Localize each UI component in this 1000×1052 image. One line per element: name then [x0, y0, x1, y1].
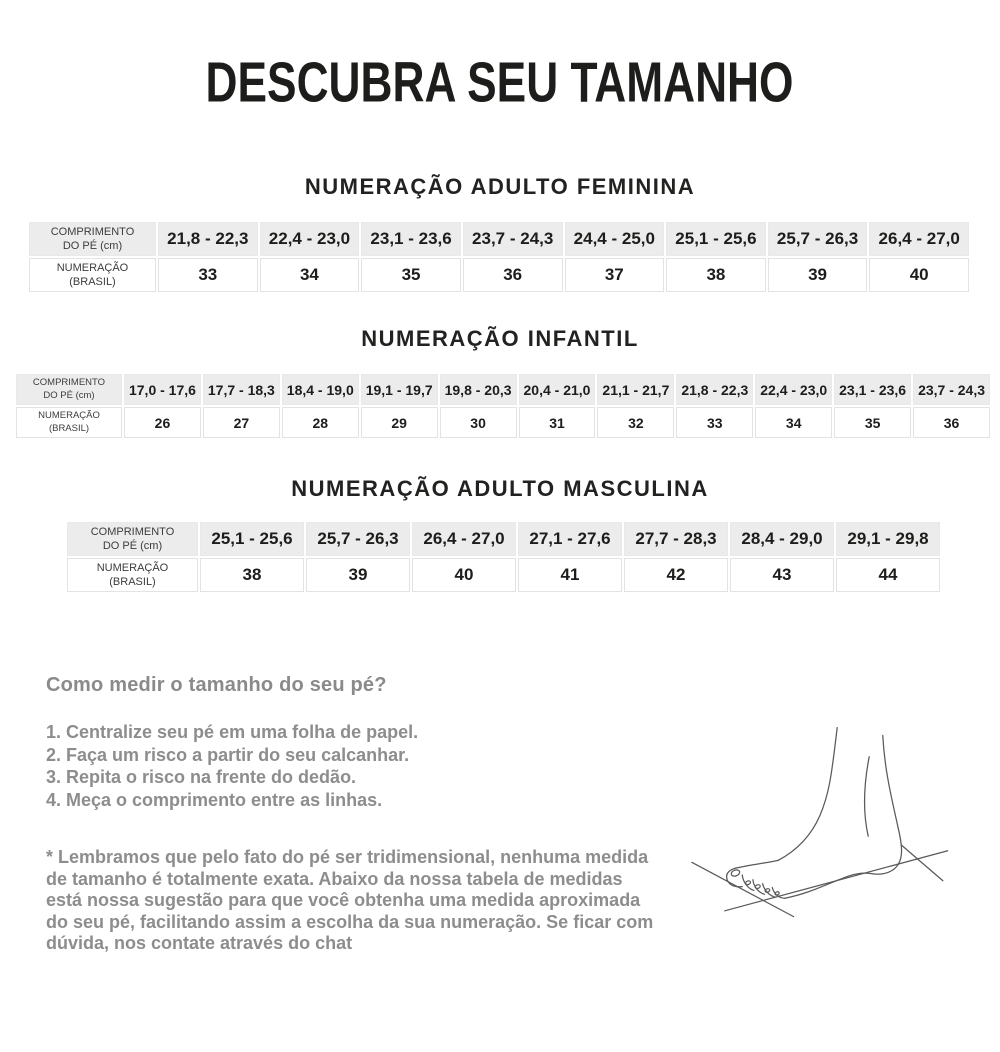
section-title-infantil: NUMERAÇÃO INFANTIL	[361, 326, 639, 351]
toenail-4	[765, 888, 770, 893]
size-cell: 36	[913, 407, 990, 438]
size-cell: 40	[412, 558, 516, 592]
length-cell: 25,7 - 26,3	[768, 222, 868, 256]
shoe-size-row	[16, 407, 990, 438]
shoe-size-row	[67, 558, 940, 592]
length-cell: 22,4 - 23,0	[260, 222, 360, 256]
size-cell: 31	[519, 407, 596, 438]
measure-steps	[46, 721, 660, 811]
size-table-infantil	[14, 372, 992, 440]
size-cell: 34	[260, 258, 360, 292]
length-cell: 23,7 - 24,3	[913, 374, 990, 405]
length-cell: 21,1 - 21,7	[597, 374, 674, 405]
length-cell: 23,1 - 23,6	[361, 222, 461, 256]
measure-heading: Como medir o tamanho do seu pé?	[46, 674, 387, 696]
length-cell: 26,4 - 27,0	[412, 522, 516, 556]
size-label-cell: NUMERAÇÃO (BRASIL)	[67, 558, 198, 592]
size-cell: 26	[124, 407, 201, 438]
length-cell: 18,4 - 19,0	[282, 374, 359, 405]
size-cell: 38	[666, 258, 766, 292]
measure-step-1: 1. Centralize seu pé em uma folha de papel.	[46, 722, 419, 742]
size-cell: 38	[200, 558, 304, 592]
toe-2-outline	[742, 875, 754, 891]
shoe-size-row	[29, 258, 969, 292]
foot-length-row	[16, 374, 990, 405]
length-cell: 28,4 - 29,0	[730, 522, 834, 556]
size-cell: 37	[565, 258, 665, 292]
size-cell: 33	[676, 407, 753, 438]
inner-ankle-line	[865, 757, 870, 836]
length-cell: 26,4 - 27,0	[869, 222, 969, 256]
length-cell: 24,4 - 25,0	[565, 222, 665, 256]
length-cell: 19,8 - 20,3	[440, 374, 517, 405]
back-shin-heel-line	[874, 735, 902, 874]
size-cell: 29	[361, 407, 438, 438]
size-cell: 32	[597, 407, 674, 438]
length-cell: 27,7 - 28,3	[624, 522, 728, 556]
length-cell: 23,7 - 24,3	[463, 222, 563, 256]
length-cell: 25,7 - 26,3	[306, 522, 410, 556]
foot-illustration-icon	[684, 716, 1000, 968]
size-cell: 28	[282, 407, 359, 438]
size-cell: 44	[836, 558, 940, 592]
page-title-text: DESCUBRA SEU TAMANHO	[206, 51, 794, 115]
size-cell: 40	[869, 258, 969, 292]
size-cell: 27	[203, 407, 280, 438]
length-cell: 27,1 - 27,6	[518, 522, 622, 556]
size-cell: 36	[463, 258, 563, 292]
size-table-masculina	[65, 520, 942, 594]
size-cell: 34	[755, 407, 832, 438]
toe-measure-line	[692, 862, 794, 916]
measure-step-3: 3. Repita o risco na frente do dedão.	[46, 767, 357, 787]
size-table-feminina	[27, 220, 971, 294]
length-label-cell: COMPRIMENTO DO PÉ (cm)	[16, 374, 122, 405]
measure-step-2: 2. Faça um risco a partir do seu calcanhar.	[46, 744, 410, 765]
measure-note: * Lembramos que pelo fato do pé ser tridimensional, nenhuma medida de tamanho é totalmente exata. Abaixo da nossa tabela de medidas está nossa sugestão para que você obtenha uma medida aproximada do seu pé, facilitando assim a escolha da sua numeração. Se ficar com dúvida, nos contate através do chat	[46, 847, 654, 953]
length-cell: 17,0 - 17,6	[124, 374, 201, 405]
length-cell: 29,1 - 29,8	[836, 522, 940, 556]
size-cell: 39	[768, 258, 868, 292]
toenail-5	[775, 891, 780, 895]
measure-section	[46, 674, 1000, 968]
length-cell: 22,4 - 23,0	[755, 374, 832, 405]
length-cell: 25,1 - 25,6	[666, 222, 766, 256]
size-cell: 33	[158, 258, 258, 292]
size-cell: 30	[440, 407, 517, 438]
toenail-2	[745, 880, 751, 885]
length-cell: 20,4 - 21,0	[519, 374, 596, 405]
length-cell: 21,8 - 22,3	[676, 374, 753, 405]
toenail-3	[755, 884, 761, 889]
length-label-cell: COMPRIMENTO DO PÉ (cm)	[29, 222, 156, 256]
page-title	[0, 51, 1000, 115]
measure-step-4: 4. Meça o comprimento entre as linhas.	[46, 789, 383, 810]
foot-length-row	[29, 222, 969, 256]
front-shin-line	[778, 728, 837, 861]
size-cell: 42	[624, 558, 728, 592]
size-label-cell: NUMERAÇÃO (BRASIL)	[29, 258, 156, 292]
length-cell: 21,8 - 22,3	[158, 222, 258, 256]
length-cell: 19,1 - 19,7	[361, 374, 438, 405]
size-cell: 35	[834, 407, 911, 438]
heel-measure-line	[901, 845, 943, 881]
size-label-cell: NUMERAÇÃO (BRASIL)	[16, 407, 122, 438]
size-cell: 39	[306, 558, 410, 592]
measure-instructions	[46, 674, 660, 968]
length-cell: 25,1 - 25,6	[200, 522, 304, 556]
size-cell: 41	[518, 558, 622, 592]
length-label-cell: COMPRIMENTO DO PÉ (cm)	[67, 522, 198, 556]
toe-bridge-line	[740, 860, 778, 867]
foot-illustration-wrap	[684, 716, 1000, 968]
size-cell: 35	[361, 258, 461, 292]
length-cell: 23,1 - 23,6	[834, 374, 911, 405]
sole-line	[785, 873, 874, 898]
section-title-feminina: NUMERAÇÃO ADULTO FEMININA	[304, 174, 696, 199]
size-cell: 43	[730, 558, 834, 592]
section-title-masculina: NUMERAÇÃO ADULTO MASCULINA	[291, 476, 709, 501]
length-cell: 17,7 - 18,3	[203, 374, 280, 405]
foot-length-row	[67, 522, 940, 556]
